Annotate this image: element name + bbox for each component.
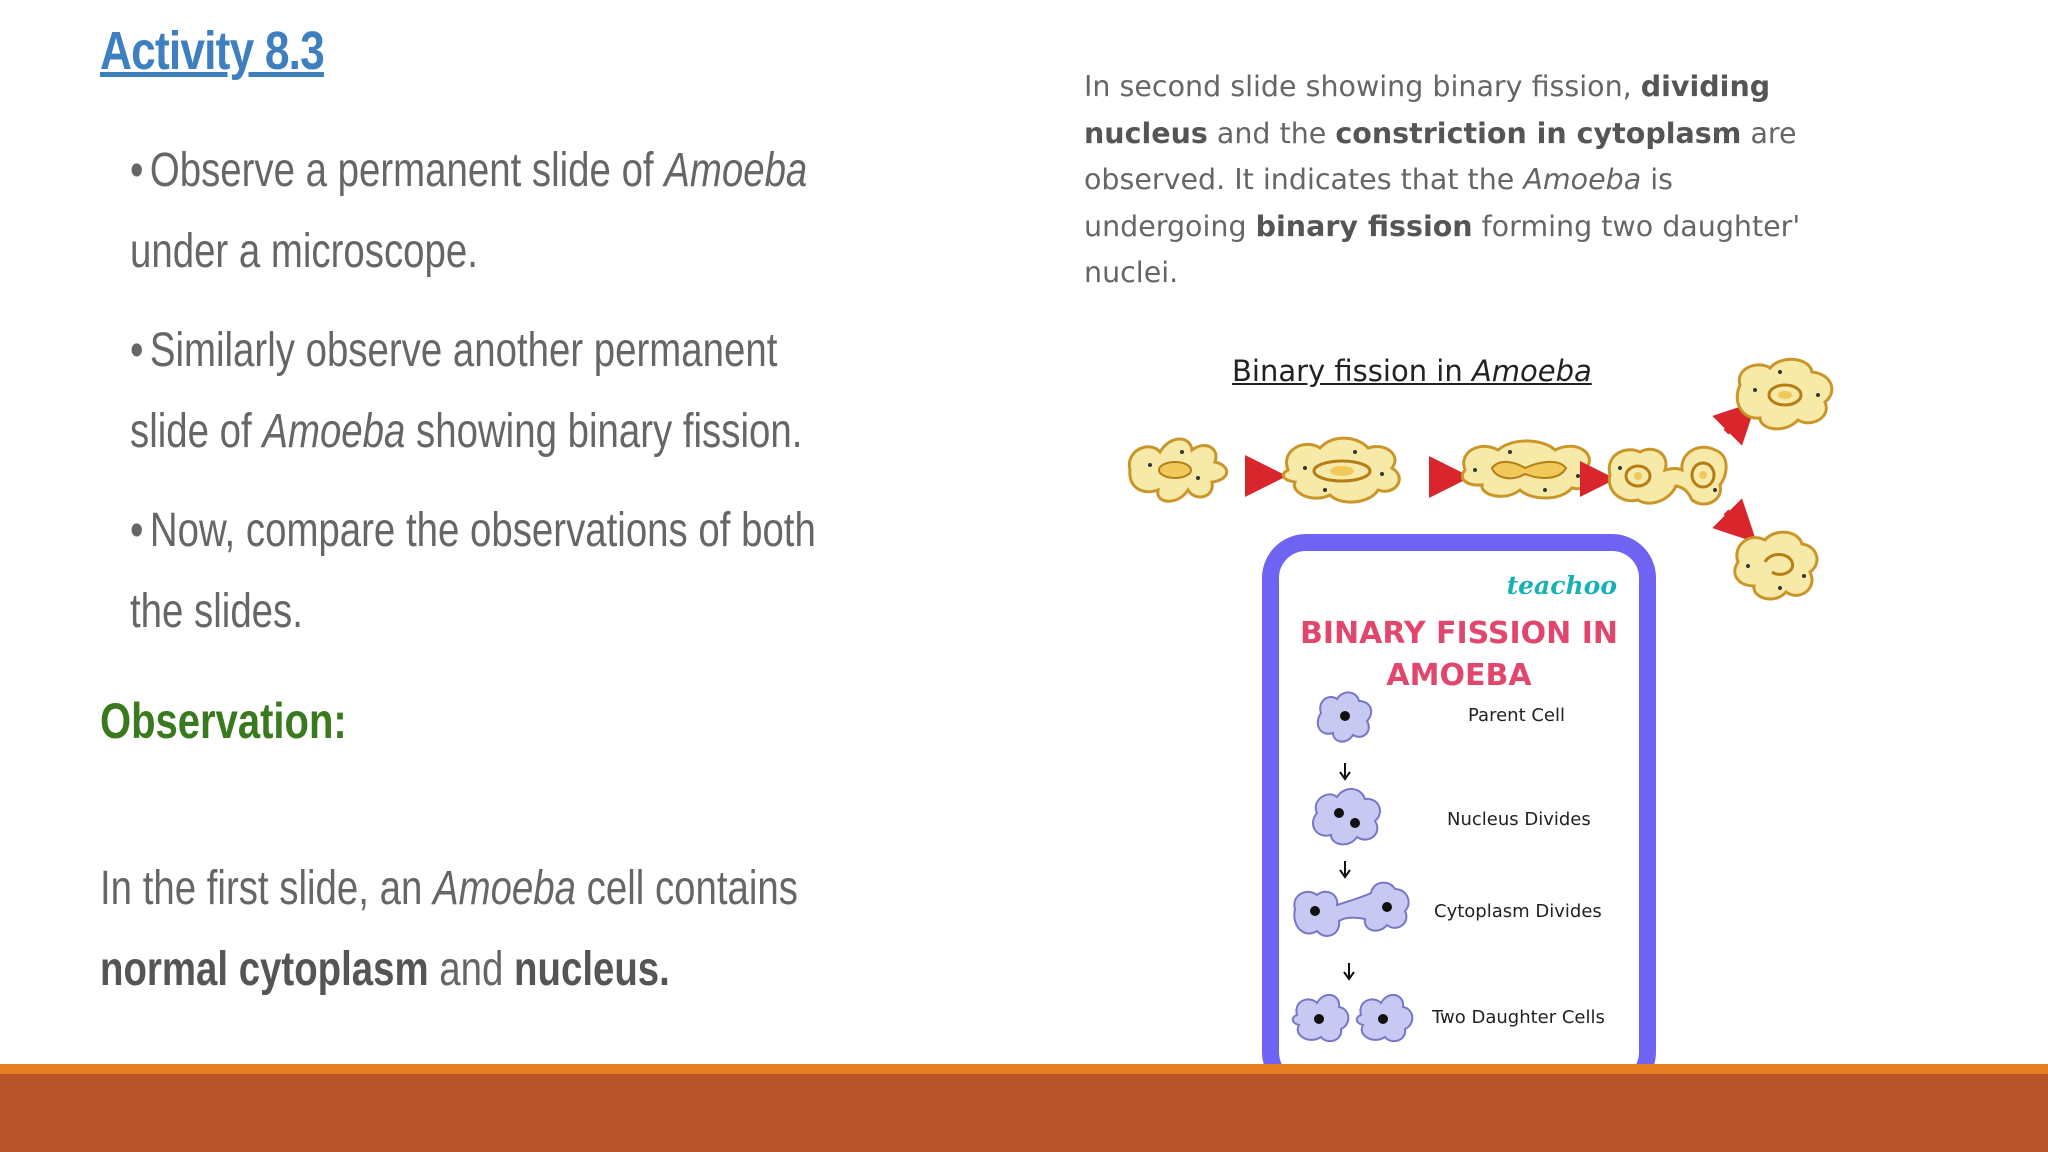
parent-cell-icon [1318, 692, 1371, 741]
amoeba-stage-3 [1462, 441, 1593, 498]
teachoo-logo: teachoo [1506, 571, 1617, 600]
figure-title: Binary fission in Amoeba [1232, 354, 1592, 388]
step-label-nucleus-divides: Nucleus Divides [1447, 809, 1591, 830]
amoeba-stage-2 [1283, 438, 1399, 502]
amoeba-stage-1 [1129, 439, 1226, 501]
footer-accent-bar [0, 1064, 2048, 1074]
observation-heading: Observation: [100, 693, 347, 749]
binary-fission-card [1262, 534, 1656, 1096]
step-label-two-daughter-cells: Two Daughter Cells [1432, 1007, 1605, 1028]
daughter-cells-icon [1293, 995, 1413, 1041]
arrow-up [1726, 416, 1742, 432]
first-slide-observation: In the first slide, an Amoeba cell contains normal cytoplasm and nucleus. [100, 862, 798, 996]
step-label-parent-cell: Parent Cell [1468, 705, 1565, 726]
card-title: BINARY FISSION IN AMOEBA [1300, 616, 1618, 693]
step-label-cytoplasm-divides: Cytoplasm Divides [1434, 901, 1602, 922]
activity-step: • Now, compare the observations of both the slides. [130, 490, 850, 652]
arrow-down [1726, 512, 1742, 528]
activity-steps-list [130, 130, 850, 670]
activity-step: • Similarly observe another permanent slide of Amoeba showing binary fission. [130, 310, 850, 472]
activity-heading: Activity 8.3 [100, 21, 324, 81]
cytoplasm-divides-icon [1294, 883, 1408, 936]
footer-bar [0, 1074, 2048, 1152]
amoeba-stage-4 [1609, 447, 1726, 504]
activity-step: • Observe a permanent slide of Amoeba under a microscope. [130, 130, 850, 292]
nucleus-divides-icon [1313, 789, 1380, 844]
daughter-cell-bottom [1735, 532, 1817, 599]
daughter-cell-top [1737, 359, 1832, 429]
second-slide-observation: In second slide showing binary fission, dividing nucleus and the constriction in cytoplasm are observed. It indicates that the Amoeba is undergoing binary fission forming two daughter' nuclei. [1084, 70, 1801, 289]
